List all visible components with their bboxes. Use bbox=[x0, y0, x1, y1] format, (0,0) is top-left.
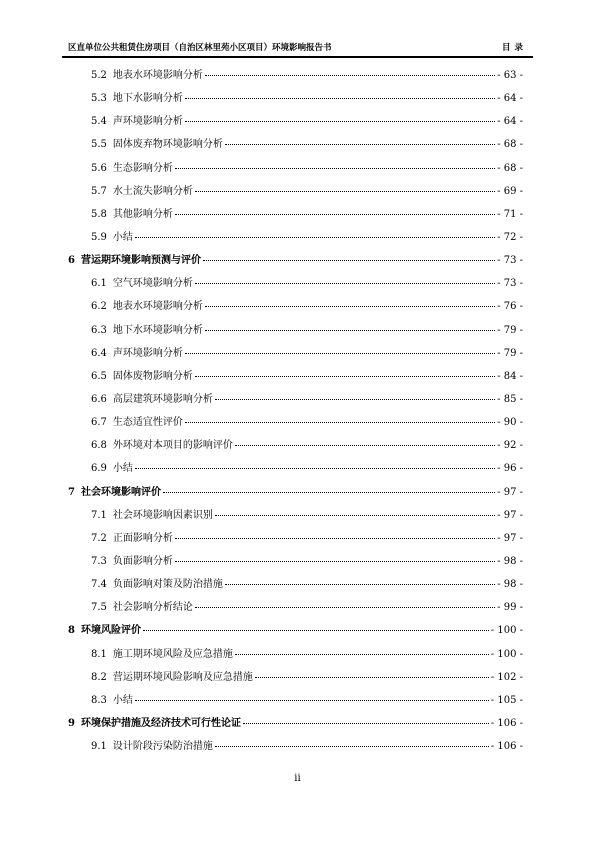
toc-entry-title: 空气环境影响分析 bbox=[112, 278, 193, 290]
dot-leader bbox=[215, 515, 495, 516]
toc-entry-page: - 85 - bbox=[497, 393, 523, 405]
toc-entry-title: 营运期环境风险影响及应急措施 bbox=[112, 671, 253, 683]
toc-entry-page: - 97 - bbox=[497, 509, 523, 521]
toc-entry-title: 外环境对本项目的影响评价 bbox=[112, 440, 233, 452]
toc-entry-page: - 98 - bbox=[497, 555, 523, 567]
toc-entry-title: 地表水环境影响分析 bbox=[112, 70, 203, 81]
toc-entry-page: - 97 - bbox=[497, 532, 523, 544]
dot-leader bbox=[205, 306, 495, 307]
toc-entry-title: 其他影响分析 bbox=[112, 208, 173, 220]
toc-entry-page: - 68 - bbox=[497, 162, 523, 174]
toc-entry-number: 9 bbox=[68, 717, 75, 729]
dot-leader bbox=[135, 237, 495, 238]
toc-entry-number: 5.4 bbox=[91, 116, 107, 128]
dot-leader bbox=[235, 445, 495, 446]
toc-entry-page: - 71 - bbox=[497, 208, 523, 220]
toc-entry-title: 社会影响分析结论 bbox=[112, 602, 193, 614]
section-label: 目录 bbox=[501, 43, 527, 53]
toc-entry-number: 6 bbox=[68, 255, 75, 267]
dot-leader bbox=[243, 723, 489, 724]
toc-entry-page: - 90 - bbox=[497, 417, 523, 429]
toc-entry-title: 地下水影响分析 bbox=[112, 93, 183, 105]
toc-entry[interactable] bbox=[68, 413, 523, 436]
toc-entry-number: 5.6 bbox=[91, 162, 107, 174]
toc-entry-title: 固体废物影响分析 bbox=[112, 370, 193, 382]
dot-leader bbox=[235, 654, 489, 655]
toc-entry[interactable] bbox=[68, 182, 523, 205]
toc-entry[interactable] bbox=[68, 159, 523, 182]
toc-entry-page: - 106 - bbox=[490, 741, 523, 753]
toc-entry-number: 5.3 bbox=[91, 93, 107, 105]
toc-entry-number: 5.5 bbox=[91, 139, 107, 151]
toc-entry[interactable] bbox=[68, 459, 523, 482]
toc-entry-number: 6.4 bbox=[91, 347, 107, 359]
toc-entry-title: 社会环境影响因素识别 bbox=[112, 509, 213, 521]
toc-entry-title: 固体废弃物环境影响分析 bbox=[112, 139, 223, 151]
toc-entry[interactable] bbox=[68, 506, 523, 529]
toc-entry-title: 社会环境影响评价 bbox=[80, 486, 161, 498]
dot-leader bbox=[185, 353, 495, 354]
toc-entry-title: 正面影响分析 bbox=[112, 532, 173, 544]
toc-entry[interactable] bbox=[68, 621, 523, 644]
toc-entry[interactable] bbox=[68, 274, 523, 297]
toc-entry[interactable] bbox=[68, 575, 523, 598]
toc-entry-title: 施工期环境风险及应急措施 bbox=[112, 648, 233, 660]
toc-entry-number: 6.5 bbox=[91, 370, 107, 382]
toc-entry-title: 小结 bbox=[112, 694, 133, 706]
toc-entry-page: - 99 - bbox=[497, 602, 523, 614]
toc-entry-number: 5.9 bbox=[91, 231, 107, 243]
toc-entry[interactable] bbox=[68, 344, 523, 367]
toc-entry-number: 7.5 bbox=[91, 602, 107, 614]
toc-entry[interactable] bbox=[68, 436, 523, 459]
toc-entry[interactable] bbox=[68, 89, 523, 112]
toc-entry-page: - 69 - bbox=[497, 185, 523, 197]
toc-entry[interactable] bbox=[68, 321, 523, 344]
toc-entry-page: - 92 - bbox=[497, 440, 523, 452]
toc-entry-title: 地下水环境影响分析 bbox=[112, 324, 203, 336]
toc-entry-number: 7.2 bbox=[91, 532, 107, 544]
toc-entry[interactable] bbox=[68, 390, 523, 413]
dot-leader bbox=[195, 607, 495, 608]
toc-entry-number: 8 bbox=[68, 625, 75, 637]
toc-entry[interactable] bbox=[68, 66, 523, 89]
toc-entry-page: - 79 - bbox=[497, 324, 523, 336]
toc-entry-page: - 98 - bbox=[497, 579, 523, 591]
toc-entry-title: 负面影响分析 bbox=[112, 555, 173, 567]
dot-leader bbox=[195, 376, 495, 377]
toc-entry-page: - 64 - bbox=[497, 116, 523, 128]
toc-entry[interactable] bbox=[68, 552, 523, 575]
toc-entry-page: - 63 - bbox=[497, 70, 523, 81]
dot-leader bbox=[185, 121, 495, 122]
document-title: 区直单位公共租赁住房项目（自治区林里苑小区项目）环境影响报告书 bbox=[68, 43, 332, 53]
toc-entry-number: 8.3 bbox=[91, 694, 107, 706]
toc-entry-number: 8.2 bbox=[91, 671, 107, 683]
toc-entry[interactable] bbox=[68, 251, 523, 274]
toc-entry-page: - 73 - bbox=[497, 278, 523, 290]
dot-leader bbox=[135, 468, 495, 469]
dot-leader bbox=[185, 422, 495, 423]
toc-entry-page: - 76 - bbox=[497, 301, 523, 313]
toc-entry[interactable] bbox=[68, 483, 523, 506]
toc-entry-title: 环境保护措施及经济技术可行性论证 bbox=[80, 717, 241, 729]
dot-leader bbox=[195, 283, 495, 284]
dot-leader bbox=[205, 330, 495, 331]
toc-entry-number: 5.2 bbox=[91, 70, 107, 81]
dot-leader bbox=[175, 538, 495, 539]
dot-leader bbox=[185, 98, 495, 99]
dot-leader bbox=[175, 214, 495, 215]
toc-entry-number: 5.8 bbox=[91, 208, 107, 220]
toc-entry-title: 负面影响对策及防治措施 bbox=[112, 579, 223, 591]
toc-entry-number: 6.9 bbox=[91, 463, 107, 475]
toc-entry-number: 6.7 bbox=[91, 417, 107, 429]
toc-entry-number: 9.1 bbox=[91, 741, 107, 753]
toc-entry-page: - 79 - bbox=[497, 347, 523, 359]
dot-leader bbox=[135, 700, 489, 701]
toc-entry-page: - 105 - bbox=[490, 694, 523, 706]
toc-entry-page: - 72 - bbox=[497, 231, 523, 243]
page-number: ii bbox=[294, 773, 301, 784]
dot-leader bbox=[163, 492, 495, 493]
toc-entry-page: - 106 - bbox=[490, 717, 523, 729]
toc-entry-number: 6.1 bbox=[91, 278, 107, 290]
toc-entry-title: 高层建筑环境影响分析 bbox=[112, 393, 213, 405]
toc-entry-title: 环境风险评价 bbox=[80, 625, 141, 637]
dot-leader bbox=[215, 399, 495, 400]
toc-entry[interactable] bbox=[68, 367, 523, 390]
dot-leader bbox=[225, 144, 495, 145]
toc-entry-number: 7.4 bbox=[91, 579, 107, 591]
toc-entry-number: 5.7 bbox=[91, 185, 107, 197]
toc-entry[interactable] bbox=[68, 135, 523, 158]
toc-entry-title: 水土流失影响分析 bbox=[112, 185, 193, 197]
toc-entry-title: 地表水环境影响分析 bbox=[112, 301, 203, 313]
toc-entry-page: - 64 - bbox=[497, 93, 523, 105]
dot-leader bbox=[255, 677, 489, 678]
toc-entry-number: 7.3 bbox=[91, 555, 107, 567]
toc-entry[interactable] bbox=[68, 645, 523, 668]
dot-leader bbox=[225, 584, 495, 585]
toc-entry-page: - 100 - bbox=[490, 648, 523, 660]
toc-entry-page: - 73 - bbox=[497, 255, 523, 267]
toc-entry-number: 7.1 bbox=[91, 509, 107, 521]
dot-leader bbox=[205, 75, 495, 76]
toc-entry-number: 6.6 bbox=[91, 393, 107, 405]
dot-leader bbox=[175, 168, 495, 169]
toc-entry-number: 8.1 bbox=[91, 648, 107, 660]
toc-entry[interactable] bbox=[68, 668, 523, 691]
toc-entry-page: - 84 - bbox=[497, 370, 523, 382]
toc-entry-page: - 68 - bbox=[497, 139, 523, 151]
toc-entry-title: 小结 bbox=[112, 463, 133, 475]
toc-entry-number: 7 bbox=[68, 486, 75, 498]
toc-entry-title: 声环境影响分析 bbox=[112, 347, 183, 359]
toc-entry[interactable] bbox=[68, 737, 523, 760]
toc-entry-title: 小结 bbox=[112, 231, 133, 243]
table-of-contents bbox=[68, 66, 523, 760]
dot-leader bbox=[195, 191, 495, 192]
toc-entry[interactable] bbox=[68, 529, 523, 552]
toc-entry[interactable] bbox=[68, 205, 523, 228]
toc-entry[interactable] bbox=[68, 598, 523, 621]
toc-entry-page: - 100 - bbox=[490, 625, 523, 637]
toc-entry-page: - 102 - bbox=[490, 671, 523, 683]
toc-entry[interactable] bbox=[68, 228, 523, 251]
dot-leader bbox=[175, 561, 495, 562]
dot-leader bbox=[143, 630, 489, 631]
toc-entry[interactable] bbox=[68, 297, 523, 320]
toc-entry-title: 声环境影响分析 bbox=[112, 116, 183, 128]
toc-entry-title: 设计阶段污染防治措施 bbox=[112, 741, 213, 753]
toc-entry-title: 生态影响分析 bbox=[112, 162, 173, 174]
toc-entry-number: 6.2 bbox=[91, 301, 107, 313]
toc-entry[interactable] bbox=[68, 112, 523, 135]
toc-entry[interactable] bbox=[68, 714, 523, 737]
toc-entry[interactable] bbox=[68, 691, 523, 714]
toc-entry-title: 营运期环境影响预测与评价 bbox=[80, 255, 201, 267]
dot-leader bbox=[203, 260, 495, 261]
toc-entry-number: 6.8 bbox=[91, 440, 107, 452]
toc-entry-number: 6.3 bbox=[91, 324, 107, 336]
toc-entry-page: - 97 - bbox=[497, 486, 523, 498]
page-header bbox=[62, 40, 533, 58]
dot-leader bbox=[215, 746, 489, 747]
toc-entry-page: - 96 - bbox=[497, 463, 523, 475]
toc-entry-title: 生态适宜性评价 bbox=[112, 417, 183, 429]
